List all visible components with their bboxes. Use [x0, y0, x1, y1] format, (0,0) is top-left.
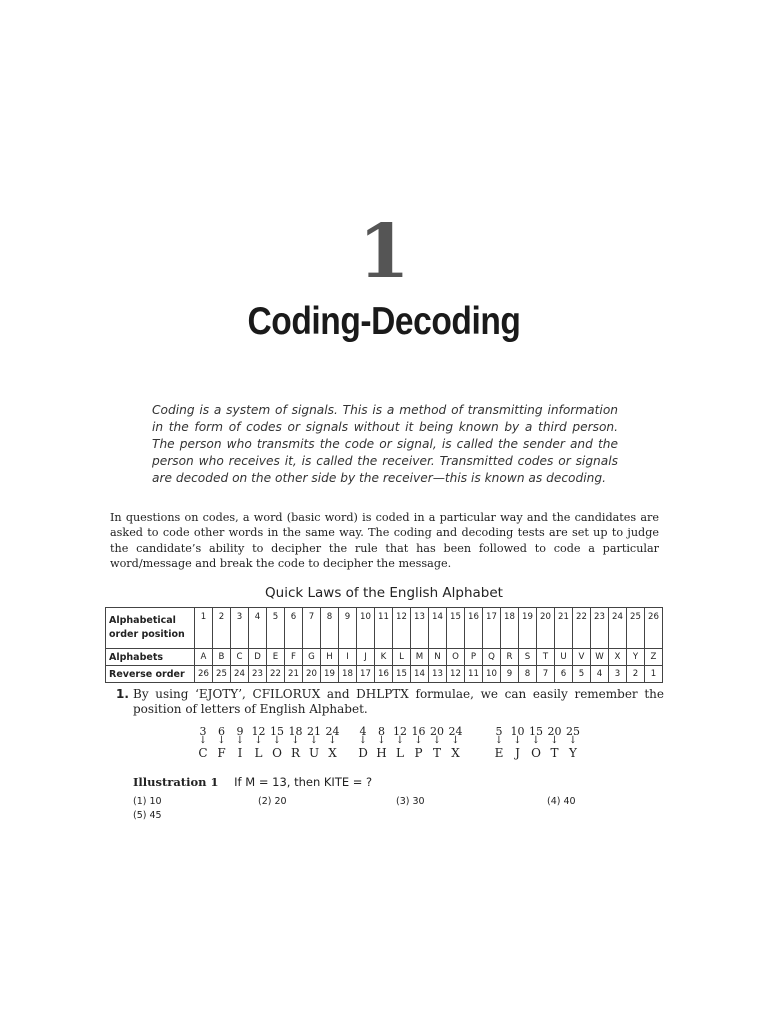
reverse-cell: 7: [537, 666, 555, 683]
formula-letter: T: [432, 746, 441, 760]
formula-number: 12: [393, 725, 407, 738]
formula-letter: L: [254, 746, 263, 760]
formula-letter: P: [414, 746, 423, 760]
formula-letter: X: [451, 746, 460, 760]
down-arrow-icon: ↓: [432, 735, 442, 746]
position-cell: 16: [465, 608, 483, 649]
reverse-cell: 24: [231, 666, 249, 683]
reverse-cell: 3: [609, 666, 627, 683]
formula-number: 6: [218, 725, 225, 738]
row-label-alphabets: Alphabets: [106, 649, 195, 666]
down-arrow-icon: ↓: [291, 735, 300, 746]
formula-number: 25: [566, 725, 580, 738]
formula-letter: R: [290, 746, 301, 760]
point-text: By using ‘EJOTY’, CFILORUX and DHLPTX formulae, we can easily remember the position of letters of English Alphabet.: [133, 687, 664, 716]
formula-number: 20: [430, 725, 444, 738]
down-arrow-icon: ↓: [328, 735, 337, 746]
reverse-cell: 23: [249, 666, 267, 683]
letter-cell: O: [447, 649, 465, 666]
formula-letter: T: [550, 746, 559, 760]
formula-number: 18: [288, 725, 303, 738]
reverse-cell: 11: [465, 666, 483, 683]
letter-cell: D: [249, 649, 267, 666]
table-row-letters: [106, 649, 663, 666]
reverse-cell: 4: [591, 666, 609, 683]
position-cell: 8: [321, 608, 339, 649]
reverse-cell: 26: [195, 666, 213, 683]
formula-letter: C: [198, 746, 208, 760]
down-arrow-icon: ↓: [494, 735, 504, 746]
position-cell: 3: [231, 608, 249, 649]
chapter-title: Coding-Decoding: [247, 300, 521, 343]
option-4: (4) 40: [547, 796, 576, 807]
letter-cell: B: [213, 649, 231, 666]
reverse-cell: 22: [267, 666, 285, 683]
reverse-cell: 21: [285, 666, 303, 683]
down-arrow-icon: ↓: [235, 735, 245, 746]
down-arrow-icon: ↓: [414, 735, 423, 746]
letter-cell: E: [267, 649, 285, 666]
reverse-cell: 9: [501, 666, 519, 683]
position-cell: 4: [249, 608, 267, 649]
reverse-cell: 12: [447, 666, 465, 683]
position-cell: 7: [303, 608, 321, 649]
reverse-cell: 10: [483, 666, 501, 683]
point-1: [116, 687, 664, 717]
position-cell: 19: [519, 608, 537, 649]
letter-cell: F: [285, 649, 303, 666]
letter-cell: P: [465, 649, 483, 666]
formula-number: 12: [251, 725, 266, 738]
body-paragraph: In questions on codes, a word (basic word) is coded in a particular way and the candidates are asked to code other words in the same way. The coding and decoding tests are set up to judge the candidate’s ability to decipher the rule that has been followed to code a particular word/message and break the code to decipher the message.: [110, 511, 659, 571]
formula-number: 15: [529, 725, 543, 738]
position-cell: 22: [573, 608, 591, 649]
down-arrow-icon: ↓: [451, 735, 460, 746]
reverse-cell: 13: [429, 666, 447, 683]
option-2: (2) 20: [258, 796, 287, 807]
letter-cell: H: [321, 649, 339, 666]
position-cell: 18: [501, 608, 519, 649]
reverse-cell: 20: [303, 666, 321, 683]
formula-letter: H: [376, 746, 387, 760]
option-5: (5) 45: [133, 810, 162, 821]
position-cell: 26: [645, 608, 663, 649]
formula-letter: I: [237, 746, 243, 760]
down-arrow-icon: ↓: [568, 735, 578, 746]
letter-cell: A: [195, 649, 213, 666]
reverse-cell: 25: [213, 666, 231, 683]
letter-cell: T: [537, 649, 555, 666]
position-cell: 21: [555, 608, 573, 649]
letter-cell: L: [393, 649, 411, 666]
down-arrow-icon: ↓: [272, 735, 282, 746]
formula-letter: J: [515, 746, 520, 760]
position-cell: 5: [267, 608, 285, 649]
position-cell: 9: [339, 608, 357, 649]
letter-cell: K: [375, 649, 393, 666]
letter-cell: Z: [645, 649, 663, 666]
letter-cell: I: [339, 649, 357, 666]
letter-cell: V: [573, 649, 591, 666]
reverse-cell: 1: [645, 666, 663, 683]
letter-cell: N: [429, 649, 447, 666]
down-arrow-icon: ↓: [217, 735, 226, 746]
row-label-position: Alphabetical order position: [106, 608, 195, 649]
chapter-number: 1: [358, 209, 410, 295]
position-cell: 1: [195, 608, 213, 649]
letter-cell: C: [231, 649, 249, 666]
formula-number: 20: [547, 725, 562, 738]
position-cell: 15: [447, 608, 465, 649]
reverse-cell: 5: [573, 666, 591, 683]
option-3: (3) 30: [396, 796, 425, 807]
reverse-cell: 16: [375, 666, 393, 683]
reverse-cell: 17: [357, 666, 375, 683]
formula-number: 3: [199, 725, 207, 738]
formula-letter: D: [358, 746, 368, 760]
down-arrow-icon: ↓: [395, 735, 405, 746]
letter-cell: S: [519, 649, 537, 666]
table-row-reverse: [106, 666, 663, 683]
letter-cell: G: [303, 649, 321, 666]
formula-number: 24: [448, 725, 463, 738]
formula-number: 16: [411, 725, 426, 738]
position-cell: 20: [537, 608, 555, 649]
formula-number: 10: [510, 725, 525, 738]
table-row-position: [106, 608, 663, 649]
alphabet-table: [105, 607, 663, 683]
letter-cell: X: [609, 649, 627, 666]
formula-letter: U: [308, 746, 320, 760]
position-cell: 23: [591, 608, 609, 649]
row-label-reverse: Reverse order: [106, 666, 195, 683]
formula-letter: X: [328, 746, 337, 760]
position-cell: 24: [609, 608, 627, 649]
formula-letter: L: [396, 746, 404, 760]
position-cell: 13: [411, 608, 429, 649]
position-cell: 11: [375, 608, 393, 649]
down-arrow-icon: ↓: [550, 735, 559, 746]
formula-letter: E: [494, 746, 504, 760]
letter-cell: W: [591, 649, 609, 666]
letter-cell: R: [501, 649, 519, 666]
point-number: 1.: [116, 687, 129, 701]
intro-paragraph: Coding is a system of signals. This is a method of transmitting information in the form of codes or signals without it being known by a third person. The person who transmits the code or signal, is called the sender and the person who receives it, is called the receiver. Transmitted codes or signals are decoded on the other side by the receiver—this is known as decoding.: [152, 403, 618, 485]
position-cell: 2: [213, 608, 231, 649]
position-cell: 17: [483, 608, 501, 649]
down-arrow-icon: ↓: [254, 735, 263, 746]
letter-cell: M: [411, 649, 429, 666]
formula-number: 4: [359, 725, 367, 738]
reverse-cell: 15: [393, 666, 411, 683]
position-cell: 14: [429, 608, 447, 649]
formula-number: 9: [236, 725, 244, 738]
illustration-label: Illustration 1: [133, 775, 219, 789]
formula-number: 8: [378, 725, 385, 738]
position-cell: 6: [285, 608, 303, 649]
reverse-cell: 6: [555, 666, 573, 683]
formula-number: 24: [325, 725, 340, 738]
formula-letter: O: [272, 746, 282, 760]
formula-number: 5: [495, 725, 503, 738]
down-arrow-icon: ↓: [377, 735, 386, 746]
formula-number: 15: [270, 725, 284, 738]
formula-letter: Y: [569, 746, 577, 760]
letter-cell: Q: [483, 649, 501, 666]
formula-letter: O: [531, 746, 541, 760]
down-arrow-icon: ↓: [513, 735, 522, 746]
reverse-cell: 19: [321, 666, 339, 683]
letter-cell: U: [555, 649, 573, 666]
down-arrow-icon: ↓: [358, 735, 368, 746]
down-arrow-icon: ↓: [531, 735, 541, 746]
reverse-cell: 18: [339, 666, 357, 683]
illustration-question: If M = 13, then KITE = ?: [234, 775, 373, 789]
illustration: [133, 775, 372, 789]
option-1: (1) 10: [133, 796, 162, 807]
position-cell: 10: [357, 608, 375, 649]
position-cell: 25: [627, 608, 645, 649]
reverse-cell: 2: [627, 666, 645, 683]
letter-cell: J: [357, 649, 375, 666]
down-arrow-icon: ↓: [198, 735, 208, 746]
formula-letter: F: [217, 746, 226, 760]
down-arrow-icon: ↓: [309, 735, 319, 746]
reverse-cell: 14: [411, 666, 429, 683]
position-cell: 12: [393, 608, 411, 649]
table-title: Quick Laws of the English Alphabet: [265, 585, 503, 601]
reverse-cell: 8: [519, 666, 537, 683]
formula-number: 21: [307, 725, 321, 738]
letter-cell: Y: [627, 649, 645, 666]
